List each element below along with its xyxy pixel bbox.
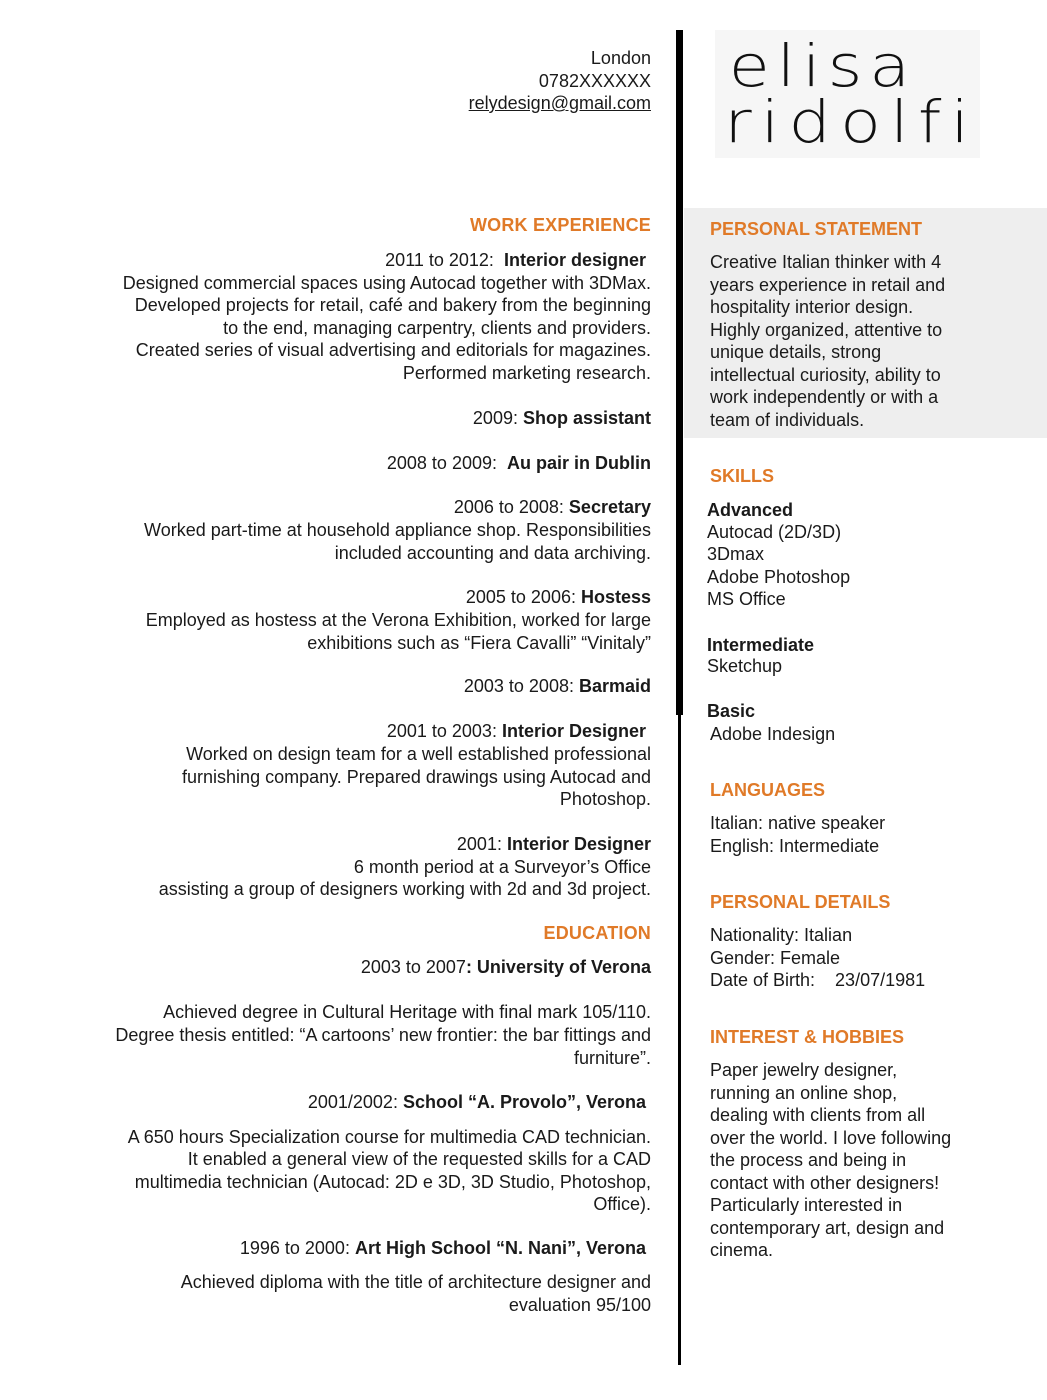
work-entry-title: 2011 to 2012: Interior designer — [385, 250, 651, 270]
skills-basic-label: Basic — [707, 701, 756, 721]
hobbies-line: contact with other designers! — [710, 1173, 940, 1193]
personal-detail-item: Date of Birth: 23/07/1981 — [710, 970, 926, 990]
education-entry-title: 2003 to 2007: University of Verona — [360, 957, 651, 977]
work-entry-line: Designed commercial spaces using Autocad together with 3DMax. — [122, 273, 651, 293]
skill-item: MS Office — [707, 589, 786, 609]
hobbies-line: dealing with clients from all — [710, 1105, 926, 1125]
hobbies-line: running an online shop, — [710, 1083, 898, 1103]
column-divider-thin — [678, 715, 681, 1365]
personal-statement-line: work independently or with a — [710, 387, 939, 407]
personal-statement-line: team of individuals. — [710, 410, 865, 430]
work-entry-line: to the end, managing carpentry, clients and providers. — [223, 318, 651, 338]
skill-item: Adobe Indesign — [710, 724, 836, 744]
hobbies-line: over the world. I love following — [710, 1128, 952, 1148]
contact-phone: 0782XXXXXX — [538, 70, 651, 91]
work-entry-title: 2003 to 2008: Barmaid — [463, 676, 651, 696]
education-entry-line: evaluation 95/100 — [508, 1295, 651, 1315]
work-entry-line: Performed marketing research. — [402, 363, 651, 383]
language-item: English: Intermediate — [710, 836, 880, 856]
work-entry-line: Developed projects for retail, café and bakery from the beginning — [134, 295, 651, 315]
education-entry-line: Office). — [593, 1194, 651, 1214]
work-entry-line: included accounting and data archiving. — [334, 543, 651, 563]
work-entry-line: Created series of visual advertising and editorials for magazines. — [135, 340, 651, 360]
education-entry-line: multimedia technician (Autocad: 2D e 3D, 3D Studio, Photoshop, — [134, 1172, 651, 1192]
work-entry-title: 2005 to 2006: Hostess — [465, 587, 651, 607]
skills-advanced-label: Advanced — [707, 500, 794, 520]
skill-item: Sketchup — [707, 656, 783, 676]
work-entry-title: 2009: Shop assistant — [472, 408, 651, 428]
contact-block — [469, 47, 651, 115]
logo-first-name: elisa — [728, 32, 918, 100]
work-entry-line: furnishing company. Prepared drawings using Autocad and — [182, 767, 651, 787]
education-entry-title: 1996 to 2000: Art High School “N. Nani”, Verona — [239, 1238, 651, 1258]
languages-heading: LANGUAGES — [710, 780, 826, 800]
work-experience-heading: WORK EXPERIENCE — [469, 215, 651, 235]
personal-detail-item: Nationality: Italian — [710, 925, 853, 945]
language-item: Italian: native speaker — [710, 813, 886, 833]
hobbies-line: cinema. — [710, 1240, 774, 1260]
personal-details-heading: PERSONAL DETAILS — [710, 892, 891, 912]
work-entry-title: 2001 to 2003: Interior Designer — [386, 721, 651, 741]
education-heading: EDUCATION — [543, 923, 651, 943]
work-entry-title: 2008 to 2009: Au pair in Dublin — [386, 453, 651, 473]
personal-statement-line: Highly organized, attentive to — [710, 320, 943, 340]
personal-statement-line: unique details, strong — [710, 342, 882, 362]
work-entry-line: Worked on design team for a well established professional — [186, 744, 651, 764]
name-logo — [715, 30, 980, 158]
hobbies-line: Particularly interested in — [710, 1195, 903, 1215]
skill-item: Autocad (2D/3D) — [707, 522, 842, 542]
personal-statement-heading: PERSONAL STATEMENT — [710, 219, 923, 239]
work-entry-title: 2006 to 2008: Secretary — [453, 497, 651, 517]
personal-statement-line: years experience in retail and — [710, 275, 946, 295]
work-entry-line: assisting a group of designers working with 2d and 3d project. — [158, 879, 651, 899]
contact-email-link[interactable]: relydesign@gmail.com — [468, 93, 651, 113]
name-logo-svg — [715, 30, 980, 158]
skills-heading: SKILLS — [710, 466, 775, 486]
education-entry-line: Degree thesis entitled: “A cartoons’ new frontier: the bar fittings and — [115, 1025, 651, 1045]
column-divider — [676, 30, 683, 715]
work-entry-line: exhibitions such as “Fiera Cavalli” “Vinitaly” — [307, 633, 651, 653]
work-entry-line: Photoshop. — [559, 789, 651, 809]
work-entry-line: Worked part-time at household appliance shop. Responsibilities — [144, 520, 651, 540]
hobbies-line: the process and being in — [710, 1150, 907, 1170]
contact-city: London — [590, 48, 651, 68]
hobbies-line: contemporary art, design and — [710, 1218, 945, 1238]
work-entry-line: Employed as hostess at the Verona Exhibition, worked for large — [145, 610, 651, 630]
logo-last-name: ridolfi — [724, 88, 979, 156]
personal-statement-line: intellectual curiosity, ability to — [710, 365, 941, 385]
personal-detail-item: Gender: Female — [710, 948, 841, 968]
work-entry-title: 2001: Interior Designer — [456, 834, 651, 854]
education-entry-title: 2001/2002: School “A. Provolo”, Verona — [307, 1092, 651, 1112]
education-entry-line: Achieved degree in Cultural Heritage with final mark 105/110. — [163, 1002, 651, 1022]
skill-item: Adobe Photoshop — [707, 567, 851, 587]
education-entry-line: Achieved diploma with the title of architecture designer and — [180, 1272, 651, 1292]
hobbies-line: Paper jewelry designer, — [710, 1060, 898, 1080]
skill-item: 3Dmax — [707, 544, 765, 564]
education-entry-line: A 650 hours Specialization course for multimedia CAD technician. — [127, 1127, 651, 1147]
education-entry-line: It enabled a general view of the requested skills for a CAD — [187, 1149, 651, 1169]
education-entry-line: furniture”. — [573, 1048, 651, 1068]
hobbies-heading: INTEREST & HOBBIES — [710, 1027, 905, 1047]
personal-statement-line: Creative Italian thinker with 4 — [710, 252, 942, 272]
work-entry-line: 6 month period at a Surveyor’s Office — [353, 857, 651, 877]
personal-statement-line: hospitality interior design. — [710, 297, 914, 317]
skills-intermediate-label: Intermediate — [707, 635, 815, 655]
